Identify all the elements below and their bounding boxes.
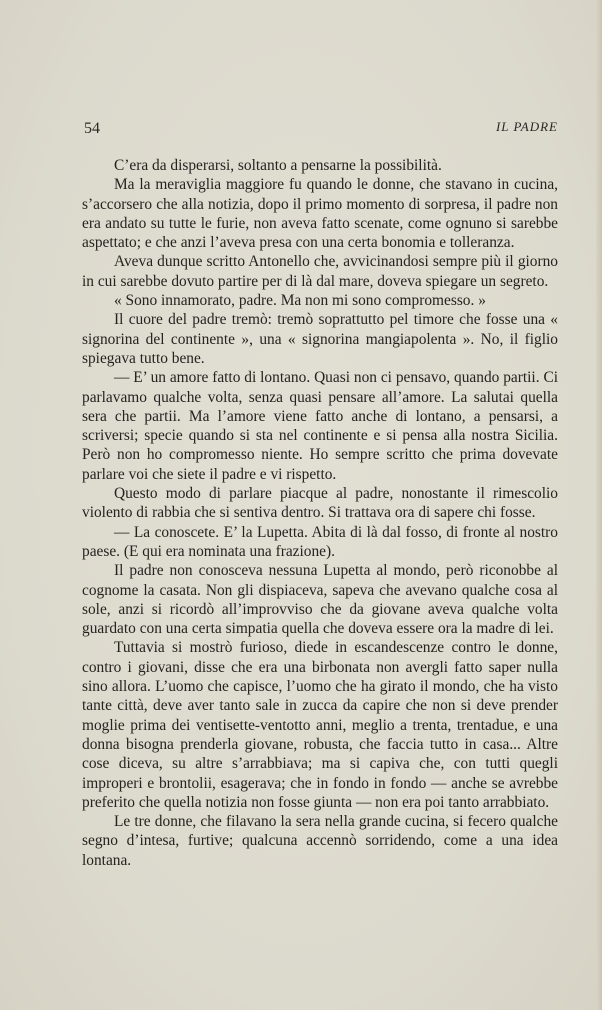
paragraph: Il padre non conosceva nessuna Lupetta al mondo, però riconobbe al cognome la casata. Non gli dispiaceva, sapeva che avevano qualche cosa al sole, anzi si ricordò all’improvviso che da giovane aveva qualche volta guardato con una certa simpatia quella che doveva essere ora la madre di lei. — [82, 562, 558, 638]
paragraph: Tuttavia si mostrò furioso, diede in escandescenze contro le donne, contro i giovani, disse che era una birbonata non avergli fatto saper nulla sino allora. L’uomo che capisce, l’uomo che ha girato il mondo, che ha visto tante città, deve aver tanto sale in zucca da capire che non si deve prender moglie prima dei ventisette-ventotto anni, meglio a trenta, trentadue, e una donna bisogna prenderla giovane, robusta, che faccia tutto in casa... Altre cose diceva, su altre s’arrabbiava; ma si capiva che, con tutti quegli improperi e brontolii, esagerava; che in fondo in fondo — anche se avrebbe preferito che quella notizia non fosse giunta — non era poi tanto arrabbiato. — [82, 639, 558, 811]
paragraph: Questo modo di parlare piacque al padre, nonostante il rimescolio violento di rabbia che si sentiva dentro. Si trattava ora di sapere chi fosse. — [82, 485, 558, 522]
paragraph: Il cuore del padre tremò: tremò soprattutto pel timore che fosse una « signorina del continente », una « signorina mangiapolenta ». No, il figlio spiegava tutto bene. — [82, 311, 558, 367]
paragraph: « Sono innamorato, padre. Ma non mi sono compromesso. » — [114, 292, 486, 310]
page-edge-shadow — [596, 0, 602, 1010]
running-head: IL PADRE — [495, 119, 558, 134]
paragraph: Ma la meraviglia maggiore fu quando le donne, che stavano in cucina, s’accorsero che alla notizia, dopo il primo momento di sorpresa, il padre non era andato su tutte le furie, non aveva fatto scenate, come ognuno si sarebbe aspettato; e che anzi l’aveva presa con una certa bonomia e tolleranza. — [82, 176, 558, 252]
paragraph: Aveva dunque scritto Antonello che, avvicinandosi sempre più il giorno in cui sarebbe dovuto partire per di là dal mare, doveva spiegare un segreto. — [82, 253, 558, 290]
page-header — [84, 116, 558, 138]
page-number: 54 — [84, 120, 100, 137]
paragraph: — La conoscete. E’ la Lupetta. Abita di là dal fosso, di fronte al nostro paese. (E qui era nominata una frazione). — [82, 523, 558, 560]
paragraph: Le tre donne, che filavano la sera nella grande cucina, si fecero qualche segno d’intesa, furtive; qualcuna accennò sorridendo, come a una idea lontana. — [82, 813, 558, 869]
body-text — [82, 156, 558, 870]
paragraph: — E’ un amore fatto di lontano. Quasi non ci pensavo, quando partii. Ci parlavamo qualche volta, senza quasi pensare all’amore. La salutai quella sera che partii. Ma l’amore viene fatto anche di lontano, a pensarsi, a scriversi; specie quando si sta nel continente e si pensa alla nostra Sicilia. Però non ho compromesso niente. Ho sempre scritto che prima dovevate parlare voi che siete il padre e vi rispetto. — [82, 369, 558, 483]
paragraph: C’era da disperarsi, soltanto a pensarne la possibilità. — [114, 157, 442, 174]
